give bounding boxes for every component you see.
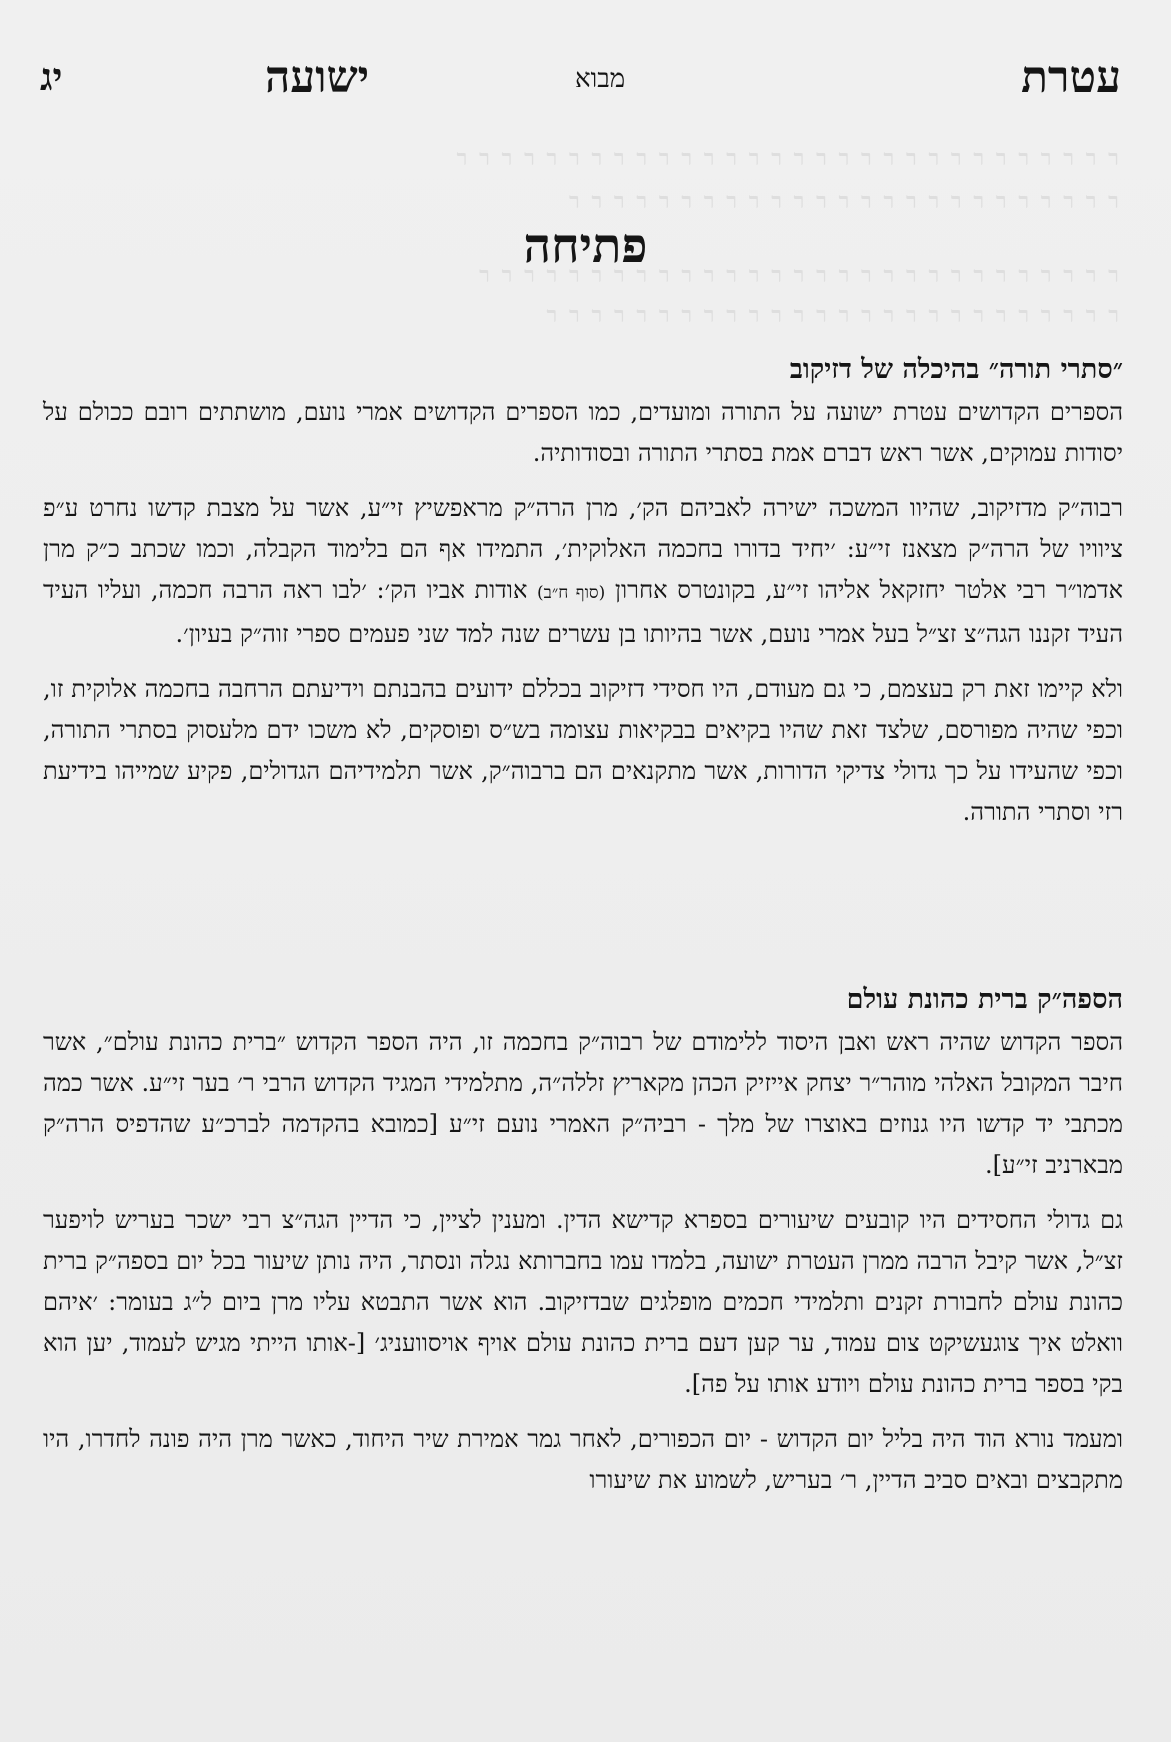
show-through-texture: ﬧ ﬧ ﬧ ﬧ ﬧ ﬧ ﬧ ﬧ ﬧ ﬧ ﬧ ﬧ ﬧ ﬧ ﬧ ﬧ ﬧ ﬧ ﬧ ﬧ ﬧ ﬧ ﬧ ﬧ ﬧ ﬧ ﬧ ﬧ ﬧ: [479, 262, 1121, 288]
show-through-texture: ﬧ ﬧ ﬧ ﬧ ﬧ ﬧ ﬧ ﬧ ﬧ ﬧ ﬧ ﬧ ﬧ ﬧ ﬧ ﬧ ﬧ ﬧ ﬧ ﬧ ﬧ ﬧ ﬧ ﬧ ﬧ: [569, 188, 1121, 214]
section-brit-kehunat-olam: [43, 980, 1123, 1515]
section-heading: הספה״ק ברית כהונת עולם: [846, 984, 1123, 1015]
show-through-texture: ﬧ ﬧ ﬧ ﬧ ﬧ ﬧ ﬧ ﬧ ﬧ ﬧ ﬧ ﬧ ﬧ ﬧ ﬧ ﬧ ﬧ ﬧ ﬧ ﬧ ﬧ ﬧ ﬧ ﬧ ﬧ ﬧ: [546, 302, 1121, 328]
running-head: [40, 52, 1121, 112]
source-citation: (סוף ח״ב): [537, 583, 606, 603]
show-through-texture: ﬧ ﬧ ﬧ ﬧ ﬧ ﬧ ﬧ ﬧ ﬧ ﬧ ﬧ ﬧ ﬧ ﬧ ﬧ ﬧ ﬧ ﬧ ﬧ ﬧ ﬧ ﬧ ﬧ ﬧ ﬧ ﬧ ﬧ ﬧ ﬧ ﬧ: [456, 145, 1121, 171]
page-number: יג: [40, 54, 63, 99]
running-head-section: מבוא: [575, 64, 626, 94]
section-sitrei-torah: [43, 350, 1123, 847]
paragraph: ומעמד נורא הוד היה בליל יום הקדוש - יום הכפורים, לאחר גמר אמירת שיר היחוד, כאשר מרן היה פונה לחדרו, היו מתקבצים ובאים סביב הדיין, ר׳ בעריש, לשמוע את שיעורו: [43, 1425, 1123, 1494]
paragraph-text: אודות אביו הק׳: ׳לבו ראה הרבה חכמה, ועליו העיד העיד זקננו הגה״צ זצ״ל בעל אמרי נועם, אשר בהיותו בן עשרים שנה למד שני פעמים ספרי זוה״ק בעיון׳.: [43, 576, 1123, 648]
paragraph: הספרים הקדושים עטרת ישועה על התורה ומועדים, כמו הספרים הקדושים אמרי נועם, מושתתים רובם ככולם על יסודות עמוקים, אשר ראש דברם אמת בסתרי התורה ובסודותיה.: [43, 398, 1123, 467]
running-head-title-2: ישועה: [265, 52, 370, 103]
paragraph: הספר הקדוש שהיה ראש ואבן היסוד ללימודם של רבוה״ק בחכמה זו, היה הספר הקדוש ״ברית כהונת עולם״, אשר חיבר המקובל האלהי מוהר״ר יצחק אייזיק הכהן מקאריץ זללה״ה, מתלמידי המגיד הקדוש הרבי ר׳ בער זי״ע. אשר כמה מכתבי יד קדשו היו גנוזים באוצרו של מלך - רביה״ק האמרי נועם זי״ע [כמובא בהקדמה לברכ״ע שהדפיס הרה״ק מבארניב זי״ע].: [43, 1028, 1123, 1179]
paragraph-text: רבוה״ק מדזיקוב, שהיוו המשכה ישירה לאביהם הק׳, מרן הרה״ק מראפשיץ זי״ע, אשר על מצבת קדשו נחרט ע״פ ציוויו של הרה״ק מצאנז זי״ע: ׳יחיד בדורו בחכמה האלוקית׳, התמידו אף הם בלימוד הקבלה, וכמו שכתב כ״ק מרן אדמו״ר רבי אלטר יחזקאל אליהו זי״ע, בקונטרס אחרון: [43, 494, 1124, 604]
section-heading: ״סתרי תורה״ בהיכלה של דזיקוב: [789, 354, 1123, 385]
chapter-title: פתיחה: [523, 218, 648, 274]
paragraph: [43, 488, 1123, 655]
paragraph: גם גדולי החסידים היו קובעים שיעורים בספרא קדישא הדין. ומענין לציין, כי הדיין הגה״צ רבי ישכר בעריש לויפער זצ״ל, אשר קיבל הרבה ממרן העטרת ישועה, בלמדו עמו בחברותא נגלה ונסתר, היה נותן שיעור בכל יום בספה״ק ברית כהונת עולם לחבורת זקנים ותלמידי חכמים מופלגים שבדזיקוב. הוא אשר התבטא עליו מרן ביום ל״ג בעומר: ׳איהם וואלט איך צוגעשיקט צום עמוד, ער קען דעם ברית כהונת עולם אויף אויסוועניג׳ [-אותו הייתי מגיש לעמוד, יען הוא בקי בספר ברית כהונת עולם ויודע אותו על פה].: [43, 1206, 1123, 1398]
paragraph: ולא קיימו זאת רק בעצמם, כי גם מעודם, היו חסידי דזיקוב בכללם ידועים בהבנתם וידיעתם הרחבה בחכמה אלוקית זו, וכפי שהיה מפורסם, שלצד זאת שהיו בקיאים בבקיאות עצומה בש״ס ופוסקים, לא משכו ידם מלעסוק בסתרי התורה, וכפי שהעידו על כך גדולי צדיקי הדורות, אשר מתקנאים הם ברבוה״ק, אשר תלמידיהם הגדולים, פקיע שמייהו בידיעת רזי וסתרי התורה.: [43, 675, 1123, 826]
running-head-title-1: עטרת: [1021, 52, 1121, 103]
